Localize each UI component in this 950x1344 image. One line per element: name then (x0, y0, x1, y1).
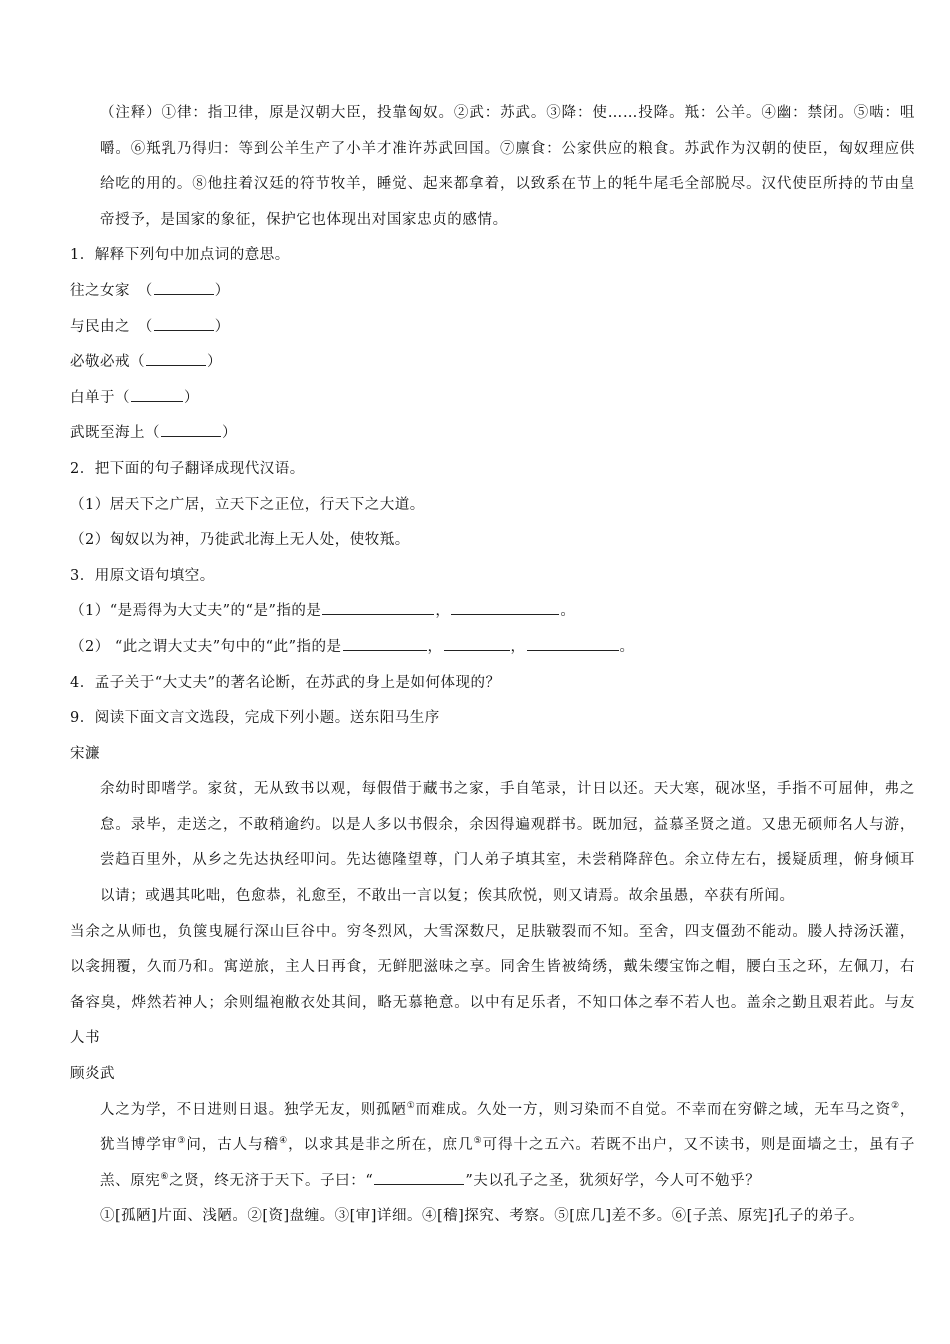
annotation-notes: （注释）①律：指卫律，原是汉朝大臣，投靠匈奴。②武：苏武。③降：使……投降。羝：公羊。④幽：禁闭。⑤啮：咀嚼。⑥羝乳乃得归：等到公羊生产了小羊才准许苏武回国。⑦廪食：公家供应的粮食。苏武作为汉朝的使臣，匈奴理应供给吃的用的。⑧他拄着汉廷的符节牧羊，睡觉、起来都拿着，以致系在节上的牦牛尾毛全部脱尽。汉代使臣所持的节由皇帝授予，是国家的象征，保护它也体现出对国家忠贞的感情。 (100, 105, 915, 228)
passage-1-paragraph-2: 当余之从师也，负箧曳屣行深山巨谷中。穷冬烈风，大雪深数尺，足肤皲裂而不知。至舍，四支僵劲不能动。媵人持汤沃灌，以衾拥覆，久而乃和。寓逆旅，主人日再食，无鲜肥滋味之享。同舍生皆被绮绣，戴朱缨宝饰之帽，腰白玉之环，左佩刀，右备容臭，烨然若神人；余则缊袍敝衣处其间，略无慕艳意。以中有足乐者，不知口体之奉不若人也。盖余之勤且艰若此。与友人书 (70, 923, 915, 1047)
q2-item: （1）居天下之广居，立天下之正位，行天下之大道。 (70, 496, 425, 513)
passage-2-footnotes: ①[孤陋]片面、浅陋。②[资]盘缠。③[审]详细。④[稽]探究、考察。⑤[庶几]差不多。⑥[子羔、原宪]孔子的弟子。 (100, 1208, 864, 1225)
footnote-marker: ⑥ (160, 1171, 170, 1182)
answer-blank[interactable] (343, 636, 427, 651)
answer-blank[interactable] (161, 422, 221, 437)
q1-item: 武既至海上（ ） (70, 416, 915, 452)
footnote-marker: ① (406, 1100, 416, 1111)
author-song-lian: 宋濂 (70, 745, 100, 762)
q1-item: 白单于（ ） (70, 381, 915, 417)
q2-item: （2）匈奴以为神，乃徙武北海上无人处，使牧羝。 (70, 532, 410, 549)
footnote-marker: ② (890, 1100, 900, 1111)
answer-blank[interactable] (154, 316, 214, 331)
passage-2: 人之为学，不日进则日退。独学无友，则孤陋①而难成。久处一方，则习染而不自觉。不幸而在穷僻之域，无车马之资②，犹当博学审③问，古人与稽④，以求其是非之所在，庶几⑤可得十之五六。若既不出户，又不读书，则是面墙之士，虽有子羔、原宪⑥之贤，终无济于天下。子曰：“ ”夫以孔子之圣，犹须好学，今人可不勉乎？ (100, 1100, 916, 1189)
q3-title: 3．用原文语句填空。 (70, 567, 215, 584)
q1-item: 必敬必戒（ ） (70, 345, 915, 381)
passage-1-paragraph-1: 余幼时即嗜学。家贫，无从致书以观，每假借于藏书之家，手自笔录，计日以还。天大寒，砚冰坚，手指不可屈伸，弗之怠。录毕，走送之，不敢稍逾约。以是人多以书假余，余因得遍观群书。既加冠，益慕圣贤之道。又患无硕师名人与游，尝趋百里外，从乡之先达执经叩问。先达德隆望尊，门人弟子填其室，未尝稍降辞色。余立侍左右，援疑质理，俯身倾耳以请；或遇其叱咄，色愈恭，礼愈至，不敢出一言以复；俟其欣悦，则又请焉。故余虽愚，卒获有所闻。 (100, 781, 915, 905)
q1-item: 与民由之 （ ） (70, 310, 915, 346)
footnote-marker: ④ (279, 1136, 289, 1147)
answer-blank[interactable] (154, 280, 214, 295)
q3-item: （1）“是焉得为大丈夫”的“是”指的是 ， 。 (70, 594, 915, 630)
footnote-marker: ⑤ (473, 1136, 483, 1147)
answer-blank[interactable] (374, 1170, 464, 1185)
answer-blank[interactable] (322, 600, 434, 615)
answer-blank[interactable] (146, 351, 206, 366)
q4-title: 4．孟子关于“大丈夫”的著名论断，在苏武的身上是如何体现的？ (70, 674, 501, 691)
author-gu-yanwu: 顾炎武 (70, 1066, 115, 1083)
q3-item: （2） “此之谓大丈夫”句中的“此”指的是 ， ， 。 (70, 630, 915, 666)
q1-title: 1．解释下列句中加点词的意思。 (70, 247, 290, 264)
q2-title: 2．把下面的句子翻译成现代汉语。 (70, 460, 305, 477)
answer-blank[interactable] (131, 387, 183, 402)
answer-blank[interactable] (444, 636, 510, 651)
q9-title: 9．阅读下面文言文选段，完成下列小题。送东阳马生序 (70, 710, 440, 727)
footnote-marker: ③ (177, 1136, 187, 1147)
answer-blank[interactable] (451, 600, 559, 615)
answer-blank[interactable] (527, 636, 619, 651)
q1-item: 往之女家 （ ） (70, 274, 915, 310)
document-page (70, 96, 915, 1235)
